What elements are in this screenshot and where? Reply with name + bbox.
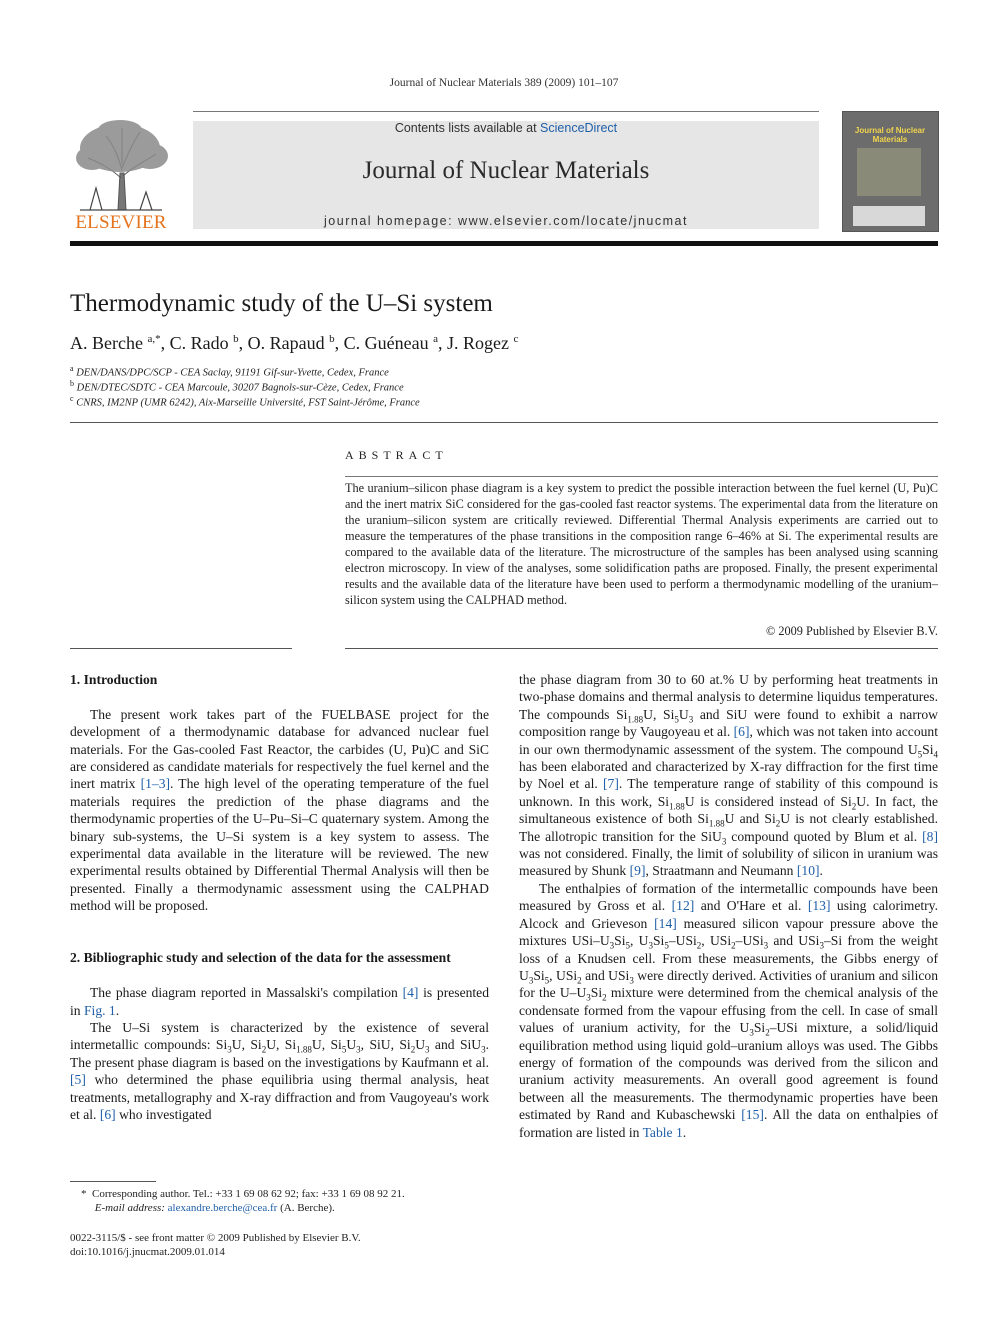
reference-link[interactable]: [13] xyxy=(807,898,831,914)
affiliation-a-mark: a xyxy=(70,364,74,373)
text-run: U and Si xyxy=(724,811,776,827)
author-affiliation-mark[interactable]: b xyxy=(329,333,335,345)
text-run: The enthalpies of formation of the intermetallic compounds have been measured by Gross et al. xyxy=(519,880,938,914)
text-run: who determined the phase equilibria using thermal analysis, heat treatments, metallography and X-ray diffraction and from Vaugoyeau's work et al. xyxy=(70,1072,489,1123)
section-1-heading: 1. Introduction xyxy=(70,672,158,687)
subscript: 2 xyxy=(602,993,607,1004)
section-2-paragraph-1 xyxy=(70,984,489,1019)
text-run: , which was not taken into account in our own thermodynamic assessment of the system. The compound U xyxy=(519,724,938,757)
left-column xyxy=(70,671,489,1124)
affiliation-a xyxy=(70,364,389,379)
subscript: 5 xyxy=(917,749,923,760)
author-list xyxy=(70,333,518,354)
text-run: –USi xyxy=(735,933,764,949)
subscript: 2 xyxy=(261,1045,267,1056)
reference-link[interactable]: [15] xyxy=(741,1107,764,1123)
subscript: 3 xyxy=(609,940,615,951)
text-run: has been elaborated and characterized by X-ray diffraction for the first time by Noel et al. xyxy=(519,759,938,792)
subscript: 3 xyxy=(586,993,591,1004)
author-separator: , xyxy=(334,333,344,353)
text-run: Si xyxy=(653,933,665,949)
subscript: 2 xyxy=(577,975,582,986)
text-run: U, Si xyxy=(311,1037,342,1053)
right-column xyxy=(519,671,938,1141)
reference-link[interactable]: [8] xyxy=(922,828,938,844)
author-affiliation-mark[interactable]: a xyxy=(433,333,438,345)
author-name: C. Rado xyxy=(169,333,234,353)
reference-link[interactable]: [7] xyxy=(603,776,619,792)
banner-top-rule xyxy=(193,111,819,112)
right-section-rule xyxy=(345,648,938,649)
left-section-rule xyxy=(70,648,292,649)
subscript: 1.88 xyxy=(708,818,725,829)
text-run: U is considered instead of Si xyxy=(684,793,852,809)
text-run: The present work takes part of the FUELBASE project for the development of a thermodynamic database for advanced nuclear fuel materials. For the Gas-cooled Fast Reactor, the carbides (U, Pu)C and SiC are considered as candidate materials for respectively the fuel kernel and the inert matrix xyxy=(70,706,489,792)
subscript: 3 xyxy=(721,836,727,847)
text-run: U xyxy=(678,706,689,722)
text-run: . The present phase diagram is based on the investigations by Kaufmann et al. xyxy=(70,1037,489,1070)
subscript: 2 xyxy=(765,1027,770,1038)
text-run: is presented in xyxy=(70,985,490,1018)
corresponding-author-footnote xyxy=(70,1187,405,1201)
text-run: . The temperature range of stability of this compound is unknown. In this work, Si xyxy=(519,776,938,809)
author-name: J. Rogez xyxy=(446,333,514,353)
text-run: U is not clearly established. The allotropic transition for the SiU xyxy=(519,811,938,844)
subscript: 1.88 xyxy=(669,801,685,812)
reference-link[interactable]: [10] xyxy=(796,863,820,879)
subscript: 3 xyxy=(356,1045,361,1056)
text-run: U xyxy=(415,1037,426,1053)
reference-link[interactable]: Table 1 xyxy=(642,1124,683,1140)
reference-link[interactable]: [4] xyxy=(402,985,419,1001)
section-2-paragraph-2 xyxy=(70,1019,489,1123)
text-run: and O'Hare et al. xyxy=(694,898,808,914)
contents-prefix: Contents lists available at xyxy=(394,121,541,135)
journal-title: Journal of Nuclear Materials xyxy=(362,157,650,184)
subscript: 3 xyxy=(648,940,653,951)
text-run: U. In fact, the simultaneous existence of both Si xyxy=(519,793,938,827)
affiliation-a-text: DEN/DANS/DPC/SCP - CEA Saclay, 91191 Gif-sur-Yvette, Cedex, France xyxy=(76,367,389,379)
subscript: 2 xyxy=(851,801,857,812)
text-run: , U xyxy=(629,933,649,949)
text-run: using calorimetry. Alcock and Grieveson xyxy=(519,898,938,931)
author-name: C. Guéneau xyxy=(343,333,434,353)
footnote-rule xyxy=(70,1181,156,1182)
footnote-corresponding: Corresponding author. Tel.: +33 1 69 08 62 92; fax: +33 1 69 08 92 21. xyxy=(92,1188,405,1200)
spacer xyxy=(70,932,489,949)
affiliation-rule xyxy=(70,422,938,423)
author-separator: , xyxy=(160,333,170,353)
author-affiliation-mark[interactable]: a,* xyxy=(147,333,161,345)
subscript: 5 xyxy=(625,940,630,951)
affiliation-c-text: CNRS, IM2NP (UMR 6242), Aix-Marseille Université, FST Saint-Jérôme, France xyxy=(76,397,420,409)
text-run: . xyxy=(819,863,823,879)
abstract-text: The uranium–silicon phase diagram is a key system to predict the possible interaction between the fuel kernel (U, Pu)C and the inert matrix SiC considered for the gas-cooled fast reactor systems. The experimental data from the literature on the uranium–silicon system are critically reviewed. Differential Thermal Analysis experiments are carried out to measure the temperatures of the phase transitions in the composition range 6–46% at Si. The experimental results are compared to the available data of the literature. The microstructure of the samples has been analysed using scanning electron microscopy. In view of the analyses, some solidification paths are proposed. Finally, the present experimental results and the available data of the literature have been used to perform a thermodynamic modelling of the uranium–silicon system using the CALPHAD method. xyxy=(345,481,938,607)
text-run: Si xyxy=(922,741,934,757)
text-run: and USi xyxy=(581,967,630,983)
abstract-rule xyxy=(345,476,938,477)
section-2-heading: 2. Bibliographic study and selection of the data for the assessment xyxy=(70,950,451,966)
cover-title: Journal of Nuclear Materials xyxy=(854,126,926,144)
text-run: Si xyxy=(533,967,545,983)
footnote-marker: * xyxy=(81,1188,87,1200)
subscript: 4 xyxy=(933,749,938,760)
cover-footer xyxy=(853,206,925,226)
subscript: 1.88 xyxy=(296,1045,312,1056)
subscript: 2 xyxy=(696,940,702,951)
text-run: was not considered. Finally, the limit of solubility of silicon in uranium was measured by Shunk xyxy=(519,846,938,879)
text-run: U, Si xyxy=(231,1037,262,1053)
header-rule xyxy=(70,241,938,246)
author-separator: , xyxy=(238,333,248,353)
text-run: . The high level of the operating temperature of the fuel materials requires the prediction of the phase diagrams and the thermodynamic properties of the U–Pu–Si–C quaternary system. Among the binary sub-systems, the U–Si system is a key system to assess. The experimental data available in the literature will be reviewed. The new experimental results obtained by Differential Thermal Analysis will then be presented. Finally a thermodynamic assessment using the CALPHAD method will be proposed. xyxy=(70,776,489,914)
journal-banner xyxy=(193,121,819,229)
subscript: 3 xyxy=(481,1045,486,1056)
text-run: and SiU xyxy=(429,1037,482,1053)
subscript: 3 xyxy=(688,714,694,725)
text-run: who investigated xyxy=(115,1107,212,1123)
reference-link[interactable]: [12] xyxy=(671,898,695,914)
text-run: . xyxy=(115,1002,120,1018)
abstract-heading: ABSTRACT xyxy=(345,448,448,462)
elsevier-tree-icon xyxy=(70,118,172,212)
text-run: . xyxy=(682,1124,687,1140)
reference-link[interactable]: Fig. 1 xyxy=(83,1002,116,1018)
text-run: , USi xyxy=(701,933,732,949)
section-1-paragraph-1 xyxy=(70,706,489,915)
reference-link[interactable]: [9] xyxy=(629,863,646,879)
reference-link[interactable]: [6] xyxy=(99,1107,116,1123)
author-name: A. Berche xyxy=(70,333,148,353)
text-run: and USi xyxy=(768,933,820,949)
text-run: , USi xyxy=(549,967,578,983)
right-paragraph-2 xyxy=(519,880,938,1141)
reference-link[interactable]: [14] xyxy=(654,915,677,931)
elsevier-wordmark: ELSEVIER xyxy=(75,212,167,233)
email-link[interactable]: alexandre.berche@cea.fr xyxy=(167,1202,278,1214)
affiliation-b xyxy=(70,379,404,394)
elsevier-logo[interactable] xyxy=(70,118,172,232)
right-paragraph-1 xyxy=(519,671,938,880)
article-title: Thermodynamic study of the U–Si system xyxy=(70,290,493,317)
journal-homepage[interactable]: journal homepage: www.elsevier.com/locate/jnucmat xyxy=(324,214,688,228)
text-run: were directly derived. Activities of uranium and silicon for the U–U xyxy=(519,967,939,1001)
text-run: . All the data on enthalpies of formation are listed in xyxy=(519,1107,939,1140)
text-run: measured silicon vapour pressure above the mixtures USi–U xyxy=(519,915,938,949)
text-run: –Si from the weight loss of a Knudsen cell. From these measurements, the Gibbs energy of U xyxy=(519,933,939,983)
author-affiliation-mark[interactable]: c xyxy=(513,333,519,345)
email-label: E-mail address: xyxy=(94,1202,165,1214)
subscript: 3 xyxy=(227,1045,232,1056)
spacer xyxy=(70,915,489,932)
subscript: 5 xyxy=(674,714,679,725)
journal-cover-thumbnail[interactable] xyxy=(842,111,939,232)
subscript: 5 xyxy=(664,940,669,951)
text-run: compound quoted by Blum et al. xyxy=(726,828,923,844)
affiliation-b-text: DEN/DTEC/SDTC - CEA Marcoule, 30207 Bagnols-sur-Cèze, Cedex, France xyxy=(76,382,404,394)
sciencedirect-link[interactable]: ScienceDirect xyxy=(540,121,618,135)
text-run: U xyxy=(346,1037,357,1053)
text-run: The U–Si system is characterized by the existence of several intermetallic compounds: Si xyxy=(70,1020,489,1053)
subscript: 3 xyxy=(763,940,769,951)
author-separator: , xyxy=(437,333,447,353)
subscript: 5 xyxy=(544,975,550,986)
subscript: 2 xyxy=(731,940,736,951)
text-run: –USi xyxy=(668,933,697,949)
text-run: , Straatmann and Neumann xyxy=(645,863,797,879)
text-run: –USi mixture, a solid/liquid equilibration method using liquid gold–uranium alloys was used. The Gibbs energy of formation of the compounds was derived from the silicon and uranium activity measurements. An overall good agreement is found between all the measurements. The thermodynamic properties have been estimated by Rand and Kubaschewski xyxy=(519,1020,938,1123)
issn-line: 0022-3115/$ - see front matter © 2009 Published by Elsevier B.V. xyxy=(70,1232,361,1244)
affiliation-c-mark: c xyxy=(70,394,74,403)
doi-line[interactable]: doi:10.1016/j.jnucmat.2009.01.014 xyxy=(70,1246,225,1258)
subscript: 3 xyxy=(819,940,824,951)
contents-line xyxy=(193,121,819,135)
affiliation-c xyxy=(70,394,420,409)
author-affiliation-mark[interactable]: b xyxy=(233,333,239,345)
subscript: 5 xyxy=(341,1045,347,1056)
subscript: 3 xyxy=(425,1045,430,1056)
text-run: Si xyxy=(590,985,603,1001)
affiliation-b-mark: b xyxy=(70,379,74,388)
text-run: and SiU were found to exhibit a narrow composition range by Vaugoyeau et al. xyxy=(519,706,938,740)
text-run: The phase diagram reported in Massalski's compilation xyxy=(90,985,403,1001)
subscript: 1.88 xyxy=(627,714,644,725)
journal-citation: Journal of Nuclear Materials 389 (2009) 101–107 xyxy=(389,77,619,89)
subscript: 3 xyxy=(629,975,634,986)
copyright-notice: © 2009 Published by Elsevier B.V. xyxy=(765,624,938,638)
subscript: 3 xyxy=(528,975,534,986)
email-footnote xyxy=(70,1201,335,1215)
text-run: , SiU, Si xyxy=(360,1037,411,1053)
subscript: 3 xyxy=(749,1027,754,1038)
spacer xyxy=(70,967,489,984)
text-run: the phase diagram from 30 to 60 at.% U by performing heat treatments in two-phase domains and thermal analysis to determine liquidus temperatures. The compounds Si xyxy=(519,672,938,722)
text-run: mixture were determined from the chemical analysis of the condensate formed from the vapour effusing from the cell. In case of small values of uranium activity, for the U xyxy=(519,985,938,1036)
subscript: 2 xyxy=(775,818,781,829)
text-run: Si xyxy=(614,933,626,949)
spacer xyxy=(70,688,489,705)
reference-link[interactable]: [5] xyxy=(70,1072,86,1088)
author-name: O. Rapaud xyxy=(247,333,330,353)
email-suffix: (A. Berche). xyxy=(277,1202,335,1214)
text-run: U, Si xyxy=(266,1037,297,1053)
reference-link[interactable]: [6] xyxy=(733,724,750,740)
cover-image xyxy=(857,148,921,196)
text-run: Si xyxy=(753,1020,766,1036)
reference-link[interactable]: [1–3] xyxy=(140,776,171,792)
text-run: U, Si xyxy=(643,706,675,722)
subscript: 2 xyxy=(410,1045,416,1056)
